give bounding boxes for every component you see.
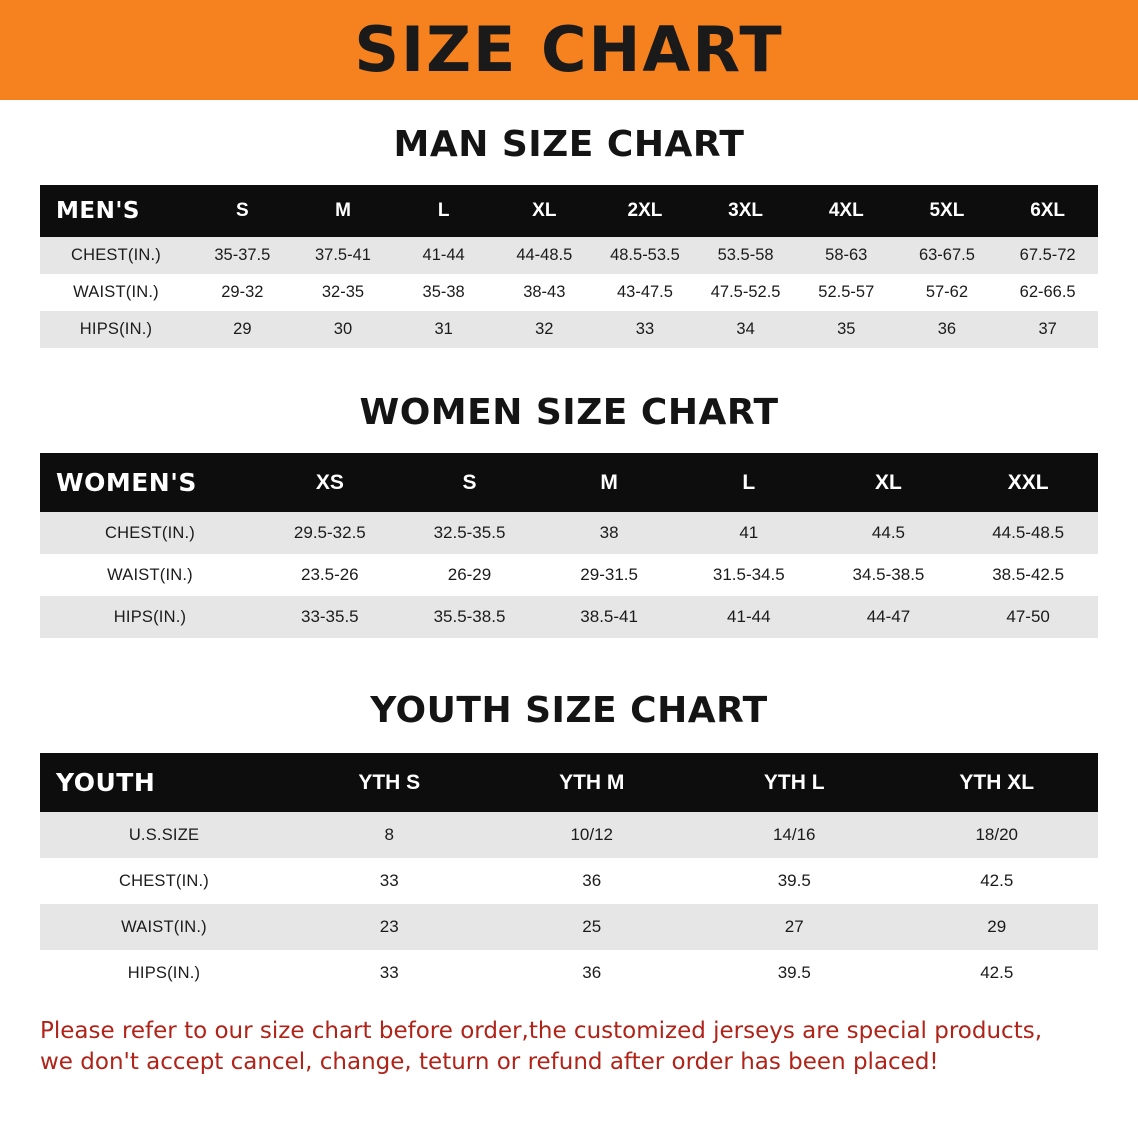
man-table-row [40,274,1098,311]
man-cell: 38-43 [523,283,566,301]
youth-column-header: YTH L [763,770,825,794]
man-column-header: XL [532,200,557,221]
man-cell: 35 [837,320,856,338]
man-size-table [40,185,1098,348]
man-table-header [40,185,1098,237]
women-cell: 29.5-32.5 [293,523,366,542]
youth-column-header: YTH S [358,770,421,794]
man-cell: 53.5-58 [717,246,774,264]
man-cell: 43-47.5 [616,283,673,301]
youth-column-header: YTH M [559,770,625,794]
man-table-body [40,237,1098,348]
women-column-header: S [462,470,477,494]
women-column-header: M [600,470,618,494]
youth-column-header: YTH XL [959,770,1035,794]
youth-cell: 42.5 [980,963,1014,982]
youth-table-header [40,753,1098,812]
women-section-heading: WOMEN SIZE CHART [359,392,779,433]
man-column-header: S [235,200,249,221]
man-row-label: HIPS(IN.) [79,320,153,338]
man-cell: 67.5-72 [1019,246,1076,264]
youth-table-row [40,812,1098,858]
youth-section-heading: YOUTH SIZE CHART [370,690,768,731]
youth-row-label: WAIST(IN.) [121,917,207,936]
women-cell: 38.5-42.5 [992,565,1065,584]
man-cell: 62-66.5 [1019,283,1076,301]
women-column-header: XS [315,470,344,494]
youth-cell: 33 [379,963,399,982]
man-cell: 29 [233,320,252,338]
man-cell: 48.5-53.5 [610,246,680,264]
man-cell: 44-48.5 [516,246,573,264]
policy-note [40,1016,1098,1078]
youth-table-wrapper [40,753,1098,996]
women-cell: 34.5-38.5 [852,565,925,584]
women-cell: 23.5-26 [300,565,359,584]
women-table-body [40,512,1098,638]
youth-cell: 39.5 [777,963,811,982]
man-column-header: 4XL [828,200,864,221]
man-column-header: L [437,200,450,221]
women-cell: 29-31.5 [580,565,638,584]
youth-header-row [40,753,1098,812]
man-cell: 37.5-41 [315,246,371,264]
women-cell: 41-44 [727,607,771,626]
women-cell: 35.5-38.5 [433,607,506,626]
policy-note-line-1: Please refer to our size chart before order,the customized jerseys are special products, [40,1018,1043,1044]
man-cell: 29-32 [221,283,264,301]
women-table-row [40,554,1098,596]
banner [0,0,1138,100]
man-table-row [40,311,1098,348]
man-cell: 31 [434,320,453,338]
man-cell: 35-38 [422,283,465,301]
man-cell: 63-67.5 [918,246,975,264]
women-size-table [40,453,1098,638]
man-corner-label: MEN'S [56,198,140,224]
women-cell: 38 [599,523,619,542]
youth-cell: 25 [582,917,602,936]
women-table-wrapper [40,453,1098,638]
man-cell: 37 [1038,320,1057,338]
man-column-header: M [335,200,351,221]
women-header-row [40,453,1098,512]
women-cell: 26-29 [447,565,492,584]
youth-table-row [40,950,1098,996]
man-cell: 32 [535,320,554,338]
banner-title: SIZE CHART [354,13,784,86]
youth-cell: 23 [379,917,399,936]
youth-cell: 33 [379,871,399,890]
women-cell: 41 [739,523,759,542]
man-table-row [40,237,1098,274]
man-cell: 58-63 [825,246,868,264]
man-row-label: CHEST(IN.) [71,246,161,264]
youth-cell: 36 [582,963,602,982]
man-table-wrapper [40,185,1098,348]
man-cell: 57-62 [925,283,969,301]
man-column-header: 6XL [1030,200,1066,221]
women-table-header [40,453,1098,512]
women-cell: 38.5-41 [580,607,638,626]
women-cell: 44.5 [871,523,905,542]
policy-note-line-2: we don't accept cancel, change, teturn or refund after order has been placed! [40,1049,939,1076]
youth-corner-label: YOUTH [56,768,156,797]
youth-cell: 14/16 [772,825,816,844]
women-cell: 33-35.5 [300,607,359,626]
women-cell: 32.5-35.5 [433,523,506,542]
women-row-label: HIPS(IN.) [113,607,187,626]
man-column-header: 2XL [627,200,663,221]
women-column-header: L [742,470,756,494]
youth-row-label: U.S.SIZE [128,825,200,844]
women-cell: 47-50 [1006,607,1050,626]
man-header-row [40,185,1098,237]
man-cell: 41-44 [422,246,465,264]
youth-cell: 8 [384,825,394,844]
women-row-label: WAIST(IN.) [107,565,193,584]
man-cell: 32-35 [321,283,365,301]
man-column-header: 3XL [728,200,764,221]
youth-row-label: CHEST(IN.) [119,871,209,890]
youth-cell: 39.5 [777,871,811,890]
youth-table-body [40,812,1098,996]
youth-cell: 18/20 [975,825,1019,844]
man-cell: 30 [333,320,353,338]
youth-cell: 10/12 [570,825,614,844]
women-cell: 31.5-34.5 [712,565,785,584]
youth-table-row [40,858,1098,904]
man-cell: 33 [635,320,655,338]
women-column-header: XXL [1007,470,1049,494]
youth-row-label: HIPS(IN.) [127,963,201,982]
women-column-header: XL [875,470,902,494]
women-cell: 44.5-48.5 [992,523,1065,542]
women-row-label: CHEST(IN.) [105,523,195,542]
women-table-row [40,512,1098,554]
man-cell: 34 [736,320,755,338]
youth-table-row [40,904,1098,950]
youth-size-table [40,753,1098,996]
man-cell: 36 [937,320,957,338]
youth-cell: 29 [987,917,1007,936]
youth-cell: 27 [784,917,804,936]
women-cell: 44-47 [866,607,911,626]
women-corner-label: WOMEN'S [56,468,197,497]
youth-cell: 42.5 [980,871,1014,890]
man-cell: 47.5-52.5 [710,283,781,301]
man-section-heading: MAN SIZE CHART [393,124,745,165]
youth-cell: 36 [582,871,602,890]
man-cell: 35-37.5 [214,246,271,264]
women-table-row [40,596,1098,638]
man-cell: 52.5-57 [818,283,875,301]
man-column-header: 5XL [929,200,965,221]
man-row-label: WAIST(IN.) [73,283,159,301]
